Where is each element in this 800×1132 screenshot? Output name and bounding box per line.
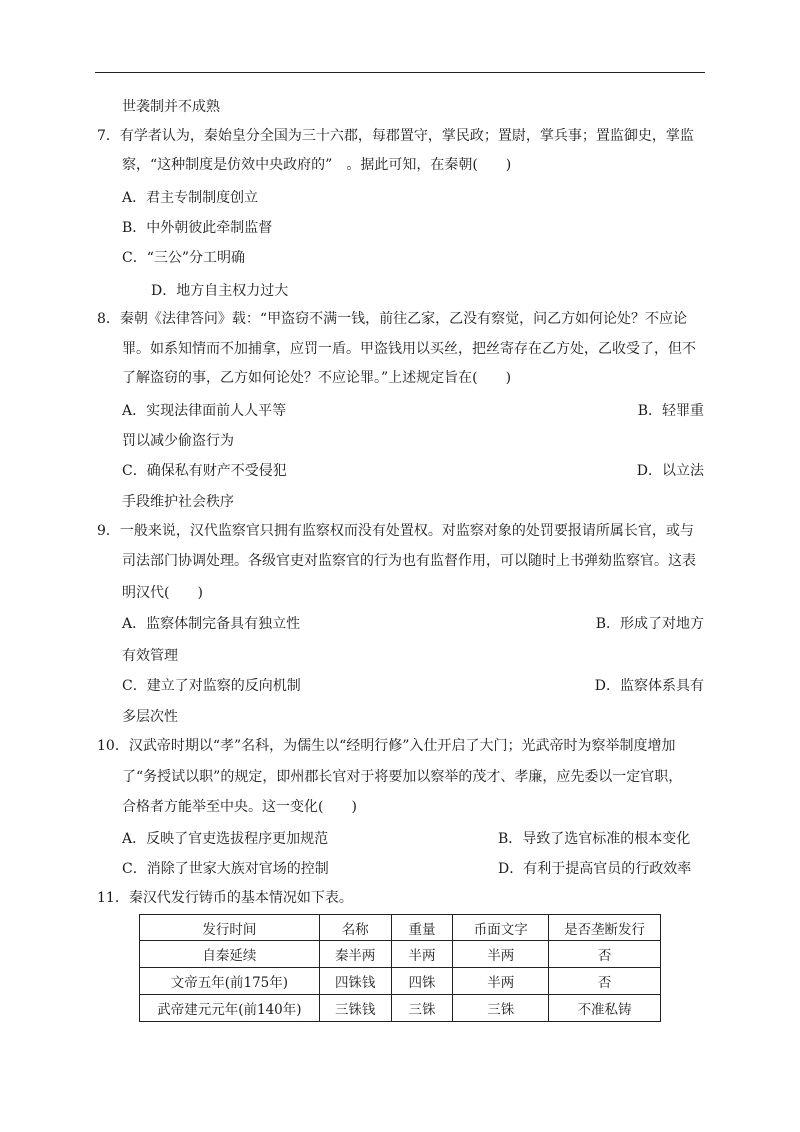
table-cell: 三铢钱	[319, 995, 391, 1022]
table-header-cell: 名称	[319, 915, 391, 941]
q10-stem-line1: 10．汉武帝时期以“孝”名科，为儒生以“经明行修”入仕开启了大门；光武帝时为察举制度增加	[97, 738, 676, 754]
table-cell: 三铢	[391, 995, 453, 1022]
q9-option-d-continued: 多层次性	[122, 709, 178, 725]
q7-option-b: B．中外朝彼此牵制监督	[122, 220, 273, 236]
table-cell: 秦半两	[319, 941, 391, 968]
table-cell: 半两	[391, 941, 453, 968]
q10-option-b: B．导致了选官标准的根本变化	[498, 831, 691, 847]
q10-stem-line3: 合格者方能举至中央。这一变化( )	[122, 799, 357, 815]
table-cell: 半两	[453, 968, 549, 995]
q9-option-c: C．建立了对监察的反向机制	[122, 678, 301, 694]
table-header-row	[140, 915, 661, 941]
q9-stem-line2: 司法部门协调处理。各级官吏对监察官的行为也有监督作用，可以随时上书弹劾监察官。这表	[122, 553, 696, 569]
q7-stem-line1: 7．有学者认为，秦始皇分全国为三十六郡，每郡置守，掌民政；置尉，掌兵事；置监御史，掌监	[97, 128, 694, 144]
q8-stem-line3: 了解盗窃的事，乙方如何论处？不应论罪。”上述规定旨在( )	[122, 370, 512, 386]
q10-option-a: A．反映了官吏选拔程序更加规范	[122, 831, 329, 847]
table-cell: 四铢钱	[319, 968, 391, 995]
q9-option-b-continued: 有效管理	[122, 648, 178, 664]
table-row	[140, 968, 661, 995]
q10-option-d: D．有利于提高官员的行政效率	[498, 861, 692, 877]
q10-option-c: C．消除了世家大族对官场的控制	[122, 861, 329, 877]
q8-option-b-continued: 罚以减少偷盗行为	[122, 433, 234, 449]
table-cell: 武帝建元元年(前140年)	[140, 995, 320, 1022]
table-header-cell: 币面文字	[453, 915, 549, 941]
q11-stem-line1: 11．秦汉代发行铸币的基本情况如下表。	[97, 890, 353, 906]
q9-option-b: B．形成了对地方	[595, 616, 704, 632]
table-cell: 半两	[453, 941, 549, 968]
table-header-cell: 发行时间	[140, 915, 320, 941]
q8-stem-line1: 8．秦朝《法律答问》载：“甲盗窃不满一钱，前往乙家，乙没有察觉，问乙方如何论处？不应论	[97, 311, 688, 327]
q8-option-b: B．轻罪重	[637, 403, 704, 419]
q8-option-d: D．以立法	[636, 463, 704, 479]
q7-option-d: D．地方自主权力过大	[151, 283, 289, 299]
q9-option-d: D．监察体系具有	[594, 678, 704, 694]
table-cell: 不准私铸	[549, 995, 661, 1022]
table-cell: 文帝五年(前175年)	[140, 968, 320, 995]
q10-stem-line2: 了“务授试以职”的规定，即州郡长官对于将要加以察举的茂才、孝廉，应先委以一定官职，	[122, 769, 683, 785]
q8-stem-line2: 罪。如系知情而不加捕拿，应罚一盾。甲盗钱用以买丝，把丝寄存在乙方处，乙收受了，但不	[122, 341, 696, 357]
table-cell: 否	[549, 968, 661, 995]
q8-option-d-continued: 手段维护社会秩序	[122, 494, 234, 510]
q7-option-a: A．君主专制制度创立	[122, 190, 259, 206]
header-rule	[95, 72, 705, 73]
carry-over-text: 世袭制并不成熟	[122, 99, 220, 115]
q7-stem-line2: 察，“这种制度是仿效中央政府的” 。据此可知，在秦朝( )	[122, 157, 512, 173]
q9-option-a: A．监察体制完备具有独立性	[122, 616, 301, 632]
table-header-cell: 是否垄断发行	[549, 915, 661, 941]
q8-option-c: C．确保私有财产不受侵犯	[122, 463, 287, 479]
table-cell: 四铢	[391, 968, 453, 995]
table-row	[140, 941, 661, 968]
q7-option-c: C．“三公”分工明确	[122, 250, 246, 266]
table-cell: 自秦延续	[140, 941, 320, 968]
table-cell: 否	[549, 941, 661, 968]
table-header-cell: 重量	[391, 915, 453, 941]
table-cell: 三铢	[453, 995, 549, 1022]
coinage-table	[139, 914, 661, 1022]
q9-stem-line1: 9．一般来说，汉代监察官只拥有监察权而没有处置权。对监察对象的处罚要报请所属长官，或与	[97, 523, 694, 539]
q8-option-a: A．实现法律面前人人平等	[122, 403, 287, 419]
table-row	[140, 995, 661, 1022]
q9-stem-line3: 明汉代( )	[122, 585, 203, 601]
